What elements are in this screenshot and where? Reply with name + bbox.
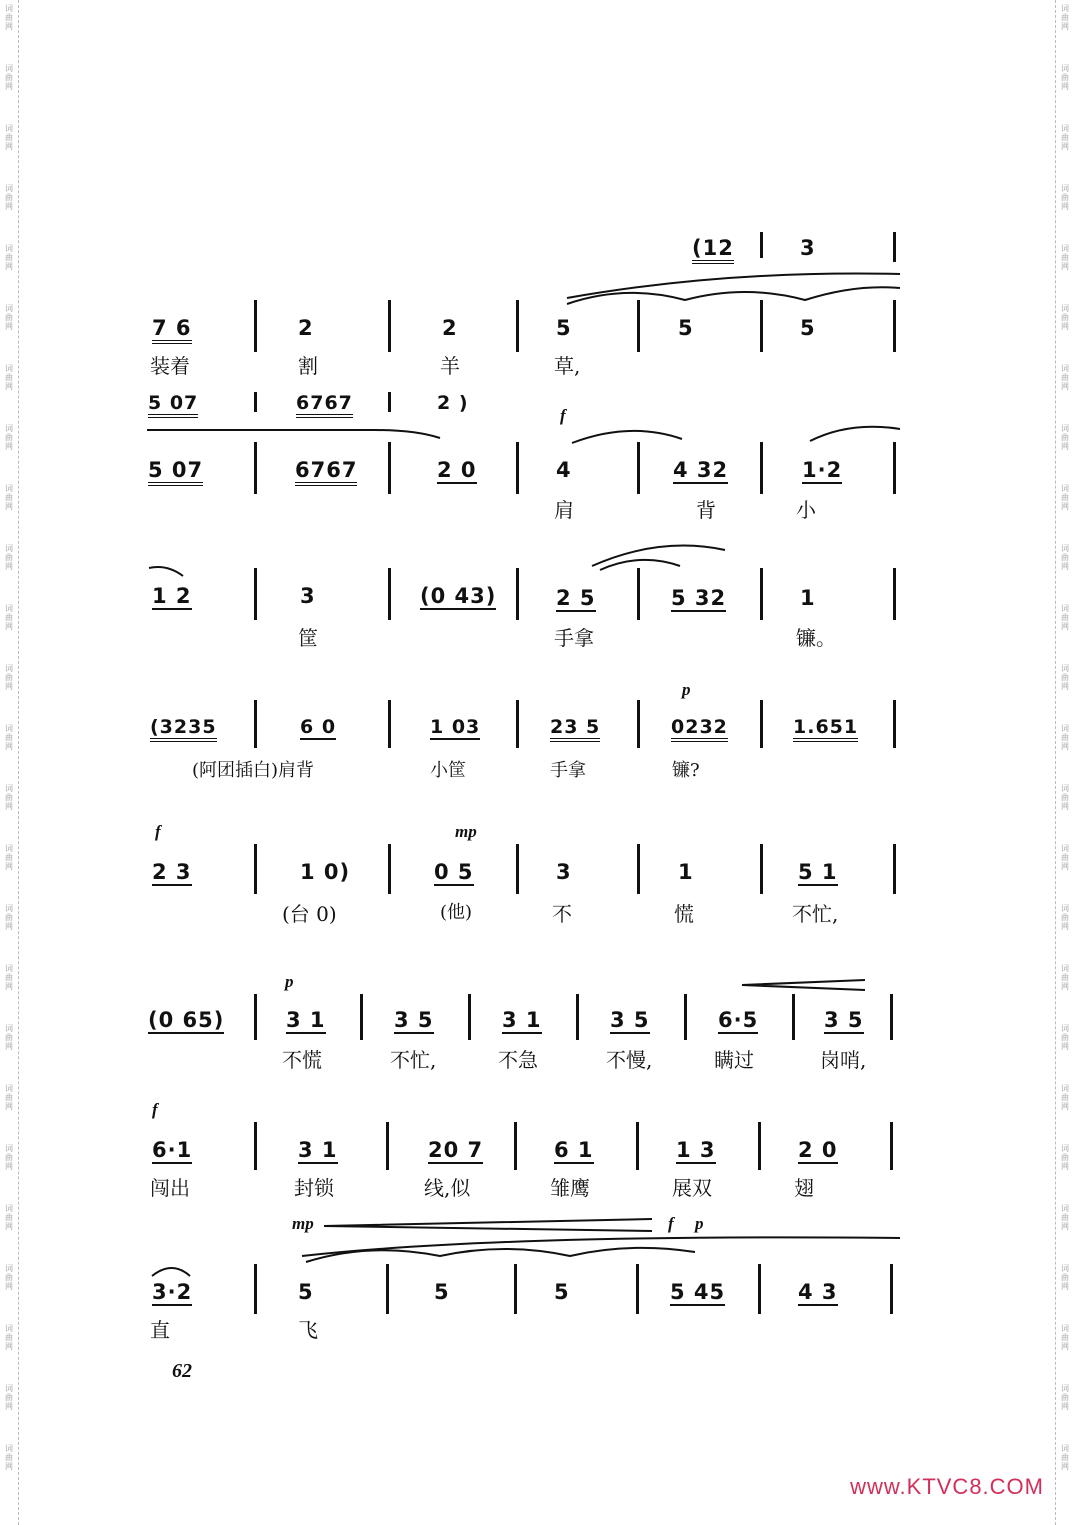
barline — [890, 1122, 893, 1170]
watermark-text: 词曲网 — [5, 1144, 13, 1171]
watermark-text: 词曲网 — [1061, 1024, 1069, 1051]
barline — [254, 392, 257, 412]
watermark-text: 词曲网 — [5, 544, 13, 571]
watermark-text: 词曲网 — [1061, 1324, 1069, 1351]
note-group: (3235 — [150, 716, 217, 742]
lyric: 雏鹰 — [550, 1176, 590, 1200]
barline — [637, 844, 640, 894]
note-group: 3 — [800, 236, 816, 260]
note-group: 2 — [298, 316, 314, 340]
watermark-text: 词曲网 — [1061, 1204, 1069, 1231]
tie — [150, 1264, 194, 1278]
barline — [758, 1264, 761, 1314]
barline — [792, 994, 795, 1040]
note-group: 1 2 — [152, 584, 192, 608]
watermark-text: 词曲网 — [5, 4, 13, 31]
watermark-text: 词曲网 — [1061, 304, 1069, 331]
lyric: (台 0) — [282, 902, 337, 926]
barline — [388, 568, 391, 620]
note-group: 2 — [442, 316, 458, 340]
barline — [386, 1122, 389, 1170]
barline — [758, 1122, 761, 1170]
barline — [636, 1122, 639, 1170]
note-group: 20 7 — [428, 1138, 484, 1162]
note-group: 3 1 — [298, 1138, 338, 1162]
note-group: 5 07 — [148, 392, 198, 418]
barline — [760, 232, 763, 258]
note-group: 3 1 — [286, 1008, 326, 1032]
lyric: 背 — [696, 498, 716, 522]
watermark-text: 词曲网 — [5, 124, 13, 151]
note-group: 6·1 — [152, 1138, 193, 1162]
note-group: 1·2 — [802, 458, 843, 482]
lyric: 展双 — [672, 1176, 712, 1200]
lyric: 飞 — [298, 1318, 318, 1342]
watermark-text: 词曲网 — [1061, 844, 1069, 871]
watermark-text: 词曲网 — [5, 1384, 13, 1411]
dynamic-mark: f — [560, 406, 566, 425]
watermark-text: 词曲网 — [1061, 784, 1069, 811]
barline — [388, 442, 391, 494]
barline — [516, 442, 519, 494]
watermark-text: 词曲网 — [5, 184, 13, 211]
barline — [516, 568, 519, 620]
note-group: 6 0 — [300, 716, 337, 738]
note-group: 5 — [554, 1280, 570, 1304]
slur — [145, 424, 445, 444]
barline — [760, 844, 763, 894]
barline — [637, 568, 640, 620]
note-group: 1 — [800, 586, 816, 610]
watermark-text: 词曲网 — [5, 1204, 13, 1231]
barline — [388, 392, 391, 412]
lyric: 小 — [796, 498, 816, 522]
watermark-text: 词曲网 — [5, 64, 13, 91]
watermark-text: 词曲网 — [5, 784, 13, 811]
barline — [890, 1264, 893, 1314]
note-group: 0 5 — [434, 860, 474, 884]
watermark-text: 词曲网 — [1061, 244, 1069, 271]
watermark-text: 词曲网 — [1061, 1264, 1069, 1291]
note-group: 5 32 — [671, 586, 727, 610]
watermark-text: 词曲网 — [5, 1024, 13, 1051]
barline — [893, 300, 896, 352]
lyric: 小筐 — [430, 760, 466, 781]
watermark-text: 词曲网 — [5, 844, 13, 871]
barline — [254, 300, 257, 352]
slur — [590, 542, 730, 572]
barline — [254, 844, 257, 894]
note-group: 3·2 — [152, 1280, 193, 1304]
note-group: 5 1 — [798, 860, 838, 884]
lyric: 装着 — [150, 354, 190, 378]
note-group: (0 65) — [148, 1008, 225, 1032]
barline — [637, 700, 640, 748]
barline — [893, 568, 896, 620]
barline — [636, 1264, 639, 1314]
watermark-text: 词曲网 — [5, 484, 13, 511]
lyric: 不忙, — [390, 1048, 437, 1072]
barline — [893, 844, 896, 894]
lyric: 直 — [150, 1318, 170, 1342]
site-watermark: www.KTVC8.COM — [850, 1474, 1044, 1499]
note-group: 5 — [298, 1280, 314, 1304]
watermark-text: 词曲网 — [1061, 1444, 1069, 1471]
barline — [388, 844, 391, 894]
barline — [388, 300, 391, 352]
note-group: 1.651 — [793, 716, 858, 742]
note-group: 2 3 — [152, 860, 192, 884]
lyric: 不急 — [498, 1048, 538, 1072]
barline — [388, 700, 391, 748]
barline — [360, 994, 363, 1040]
watermark-text: 词曲网 — [1061, 424, 1069, 451]
lyric: 草, — [554, 354, 581, 378]
lyric: 闯出 — [150, 1176, 190, 1200]
note-group: 23 5 — [550, 716, 600, 742]
barline — [893, 232, 896, 262]
watermark-text: 词曲网 — [5, 1444, 13, 1471]
lyric: 封锁 — [294, 1176, 334, 1200]
barline — [637, 300, 640, 352]
barline — [760, 568, 763, 620]
note-group: (0 43) — [420, 584, 497, 608]
left-watermark-strip — [0, 0, 19, 1525]
watermark-text: 词曲网 — [5, 724, 13, 751]
barline — [516, 700, 519, 748]
lyric: 肩 — [554, 498, 574, 522]
dynamic-mark: p — [285, 972, 294, 991]
note-group: 1 03 — [430, 716, 481, 738]
note-group: 3 5 — [394, 1008, 434, 1032]
note-group: 0232 — [671, 716, 728, 742]
slur — [565, 270, 905, 310]
page-number: 62 — [172, 1360, 192, 1382]
lyric: 割 — [298, 354, 318, 378]
lyric: 不忙, — [792, 902, 839, 926]
watermark-text: 词曲网 — [1061, 1384, 1069, 1411]
lyric: 线,似 — [424, 1176, 471, 1200]
barline — [254, 442, 257, 494]
note-group: 3 1 — [502, 1008, 542, 1032]
barline — [890, 994, 893, 1040]
watermark-text: 词曲网 — [5, 904, 13, 931]
watermark-text: 词曲网 — [5, 364, 13, 391]
note-group: 2 5 — [556, 586, 596, 610]
crescendo-hairpin — [740, 978, 870, 992]
watermark-text: 词曲网 — [1061, 544, 1069, 571]
watermark-text: 词曲网 — [5, 1324, 13, 1351]
watermark-text: 词曲网 — [5, 244, 13, 271]
watermark-text: 词曲网 — [5, 304, 13, 331]
tie — [147, 566, 187, 578]
barline — [516, 300, 519, 352]
lyric: (阿团插白)肩背 — [192, 760, 315, 781]
note-group: 5 — [434, 1280, 450, 1304]
note-group: 4 32 — [673, 458, 729, 482]
barline — [514, 1122, 517, 1170]
watermark-text: 词曲网 — [1061, 904, 1069, 931]
slur — [570, 425, 905, 450]
note-group: 6·5 — [718, 1008, 759, 1032]
watermark-text: 词曲网 — [5, 1084, 13, 1111]
lyric: 不 — [552, 902, 572, 926]
note-group: 5 07 — [148, 458, 203, 486]
note-group: 5 — [556, 316, 572, 340]
barline — [254, 700, 257, 748]
note-group: 6767 — [295, 458, 357, 486]
barline — [468, 994, 471, 1040]
lyric: 手拿 — [550, 760, 586, 781]
watermark-text: 词曲网 — [1061, 484, 1069, 511]
barline — [386, 1264, 389, 1314]
dynamic-mark: mp — [292, 1214, 314, 1233]
watermark-text: 词曲网 — [5, 964, 13, 991]
lyric: (他) — [440, 902, 473, 923]
watermark-text: 词曲网 — [1061, 184, 1069, 211]
note-group: 2 0 — [798, 1138, 838, 1162]
note-group: 5 45 — [670, 1280, 726, 1304]
note-group: 4 — [556, 458, 572, 482]
barline — [576, 994, 579, 1040]
note-group: 2 ) — [437, 392, 469, 414]
dynamic-mark: mp — [455, 822, 477, 841]
slur — [300, 1232, 905, 1262]
watermark-text: 词曲网 — [5, 664, 13, 691]
lyric: 手拿 — [554, 626, 594, 650]
dynamic-mark: f — [668, 1214, 674, 1233]
dynamic-mark: f — [155, 822, 161, 841]
note-group: 5 — [800, 316, 816, 340]
note-group: 3 — [556, 860, 572, 884]
watermark-text: 词曲网 — [5, 424, 13, 451]
note-group: 2 0 — [437, 458, 477, 482]
watermark-text: 词曲网 — [5, 604, 13, 631]
note-group: 6 1 — [554, 1138, 594, 1162]
dynamic-mark: p — [682, 680, 691, 699]
barline — [514, 1264, 517, 1314]
watermark-text: 词曲网 — [5, 1264, 13, 1291]
dynamic-mark: p — [695, 1214, 704, 1233]
barline — [893, 700, 896, 748]
watermark-text: 词曲网 — [1061, 1084, 1069, 1111]
note-group: 7 6 — [152, 316, 192, 344]
watermark-text: 词曲网 — [1061, 124, 1069, 151]
note-group: 6767 — [296, 392, 353, 418]
dynamic-mark: f — [152, 1100, 158, 1119]
note-group: 1 3 — [676, 1138, 716, 1162]
lyric: 不慌 — [282, 1048, 322, 1072]
lyric: 翅 — [794, 1176, 814, 1200]
right-watermark-strip — [1055, 0, 1074, 1525]
barline — [760, 700, 763, 748]
watermark-text: 词曲网 — [1061, 604, 1069, 631]
note-group: 3 5 — [824, 1008, 864, 1032]
watermark-text: 词曲网 — [1061, 364, 1069, 391]
watermark-text: 词曲网 — [1061, 664, 1069, 691]
note-group: 4 3 — [798, 1280, 838, 1304]
note-group: 1 0) — [300, 860, 351, 884]
note-group: 3 5 — [610, 1008, 650, 1032]
note-group: 3 — [300, 584, 316, 608]
note-group: 1 — [678, 860, 694, 884]
watermark-text: 词曲网 — [1061, 1144, 1069, 1171]
lyric: 镰? — [672, 760, 700, 781]
barline — [254, 568, 257, 620]
barline — [516, 844, 519, 894]
barline — [254, 994, 257, 1040]
lyric: 岗哨, — [820, 1048, 867, 1072]
lyric: 筐 — [298, 626, 318, 650]
lyric: 镰。 — [796, 626, 836, 650]
lyric: 不慢, — [606, 1048, 653, 1072]
barline — [254, 1264, 257, 1314]
barline — [684, 994, 687, 1040]
note-group: (12 — [692, 236, 734, 264]
watermark-text: 词曲网 — [1061, 964, 1069, 991]
watermark-text: 词曲网 — [1061, 4, 1069, 31]
lyric: 羊 — [440, 354, 460, 378]
note-group: 5 — [678, 316, 694, 340]
lyric: 慌 — [674, 902, 694, 926]
watermark-text: 词曲网 — [1061, 724, 1069, 751]
barline — [760, 300, 763, 352]
watermark-text: 词曲网 — [1061, 64, 1069, 91]
lyric: 瞒过 — [714, 1048, 754, 1072]
barline — [254, 1122, 257, 1170]
